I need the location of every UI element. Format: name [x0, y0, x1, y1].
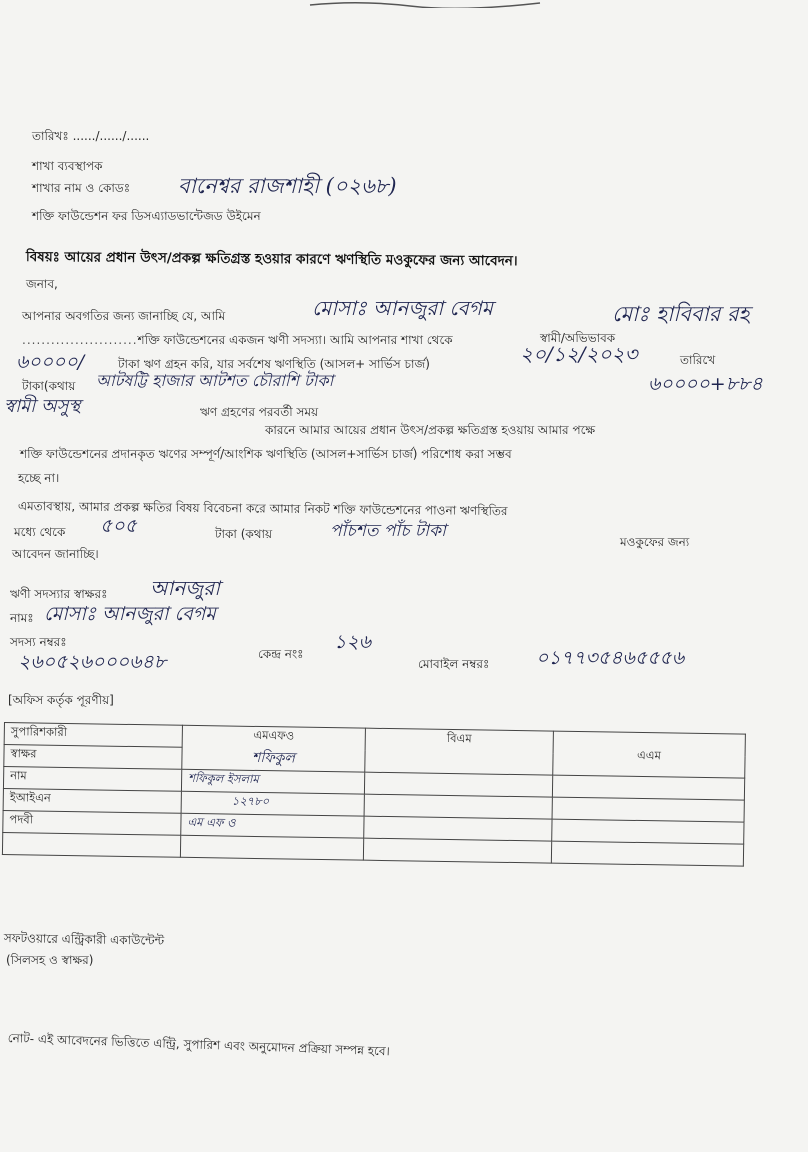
mobile-label: মোবাইল নম্বরঃ — [418, 657, 490, 671]
name-value-hw: মোসাঃ আনজুরা বেগম — [44, 603, 216, 625]
para1-date-suffix: তারিখে — [680, 353, 716, 367]
subject-line: বিষয়ঃ আয়ের প্রধান উৎস/প্রকল্প ক্ষতিগ্রস্ত হওয়ার কারণে ঋণস্থিতি মওকুফের জন্য আবেদন। — [25, 248, 518, 270]
sig-label: ঋণী সদস্যার স্বাক্ষরঃ — [10, 587, 108, 601]
branch-value: বানেশ্বর রাজশাহী (০২৬৮) — [178, 174, 397, 198]
waiver-amount-hw: ৫০৫ — [100, 515, 138, 537]
para1-line7: হচ্ছে না। — [18, 471, 60, 485]
recommender-header: সুপারিশকারী — [4, 723, 182, 748]
balance-words-hw: আটষট্টি হাজার আটশত চৌরাশি টাকা — [96, 371, 334, 390]
para2-line3: আবেদন জানাচ্ছি। — [12, 547, 99, 561]
waiver-words-hw: পাঁচশত পাঁচ টাকা — [330, 521, 446, 541]
para1-line1: আপনার অবগতির জন্য জানাচ্ছি যে, আমি — [22, 309, 226, 323]
guardian-label: স্বামী/অভিভাবক — [540, 331, 616, 345]
mobile-number-hw: ০১৭৭৩৫৪৬৫৫৫৬ — [536, 647, 685, 669]
para1-line4: টাকা(কথায় — [22, 379, 76, 393]
para1-line3: টাকা ঋণ গ্রহন করি, যার সর্বশেষ ঋণস্থিতি (আসল+ সার্ভিস চার্জ) — [118, 357, 430, 371]
para2-line1: এমতাবস্থায়, আমার প্রকল্প ক্ষতির বিষয় বিবেচনা করে আমার নিকট শক্তি ফাউন্ডেশনের পাওনা ঋণস্থিতির — [17, 498, 508, 519]
row-label-name: নাম — [3, 767, 181, 792]
salutation: জনাব, — [26, 277, 58, 291]
office-use-label: [অফিস কর্তৃক পূরণীয়] — [8, 693, 114, 707]
am-header: এএম — [553, 731, 746, 778]
reason-hw: স্বামী অসুস্থ — [4, 396, 81, 417]
para1-line5a: ঋণ গ্রহণের পরবর্তী সময় — [200, 405, 319, 419]
guardian-name-hw: মোঃ হাবিবার রহ — [612, 302, 750, 326]
center-number-hw: ১২৬ — [334, 631, 372, 653]
para2-from: মধ্যে থেকে — [14, 525, 66, 539]
branch-label: শাখার নাম ও কোডঃ — [32, 181, 131, 195]
footer-note: নোট- এই আবেদনের ভিত্তিতে এন্ট্রি, সুপারিশ এবং অনুমোদন প্রক্রিয়া সম্পন্ন হবে। — [7, 1030, 391, 1059]
office-table — [2, 722, 746, 867]
para1-line2: ........................শক্তি ফাউন্ডেশনের একজন ঋণী সদস্যা। আমি আপনার শাখা থেকে — [22, 333, 453, 347]
para2-for-waiver: মওকুফের জন্য — [620, 535, 690, 549]
para1-line5b: কারনে আমার আয়ের প্রধান উৎস/প্রকল্প ক্ষতিগ্রস্ত হওয়ায় আমার পক্ষে — [265, 423, 596, 437]
member-number-hw: ২৬০৫২৬০০০৬৪৮ — [18, 651, 167, 673]
accountant-label: সফটওয়ারে এন্ট্রিকারী একাউন্টেন্ট — [3, 930, 165, 948]
accountant-sub: (সিলসহ ও স্বাক্ষর) — [6, 953, 94, 967]
mfo-signature-hw: শফিকুল — [251, 749, 295, 767]
date-field: তারিখঃ ....../....../...... — [32, 129, 150, 143]
org-name: শক্তি ফাউন্ডেশন ফর ডিসএ্যাডভান্টেজড উইমেন — [32, 209, 261, 223]
top-edge-smudge — [300, 0, 550, 8]
applicant-name-hw: মোসাঃ আনজুরা বেগম — [312, 296, 493, 320]
name-label: নামঃ — [10, 611, 34, 625]
addressee: শাখা ব্যবস্থাপক — [32, 159, 103, 173]
mfo-column — [182, 725, 366, 772]
para1-line6: শক্তি ফাউন্ডেশনের প্রদানকৃত ঋণের সম্পূর্ণ/আংশিক ঋণস্থিতি (আসল+সার্ভিস চার্জ) পরিশোধ করা সম্ভব — [20, 447, 512, 461]
mfo-ein-hw: ১২৭৮০ — [181, 791, 364, 816]
mfo-designation-hw: এম এফ ও — [181, 813, 364, 838]
bm-header: বিএম — [365, 728, 554, 775]
para2-taka-words: টাকা (কথায় — [215, 527, 273, 541]
loan-amount-hw: ৬০০০০/ — [16, 351, 85, 373]
row-label-signature: স্বাক্ষর — [4, 745, 182, 770]
center-label: কেন্দ্র নংঃ — [258, 647, 304, 661]
row-label-designation: পদবী — [3, 810, 181, 835]
row-label-ein: ইআইএন — [3, 788, 181, 813]
mfo-name-hw: শফিকুল ইসলাম — [181, 769, 364, 794]
balance-date-hw: ২০/১২/২০২৩ — [520, 342, 638, 366]
mfo-header: এমএফও — [253, 727, 295, 743]
balance-value-hw: ৬০০০০+৮৮৪ — [648, 373, 763, 395]
applicant-signature-hw: আনজুরা — [150, 576, 220, 600]
member-label: সদস্য নম্বরঃ — [10, 635, 67, 649]
